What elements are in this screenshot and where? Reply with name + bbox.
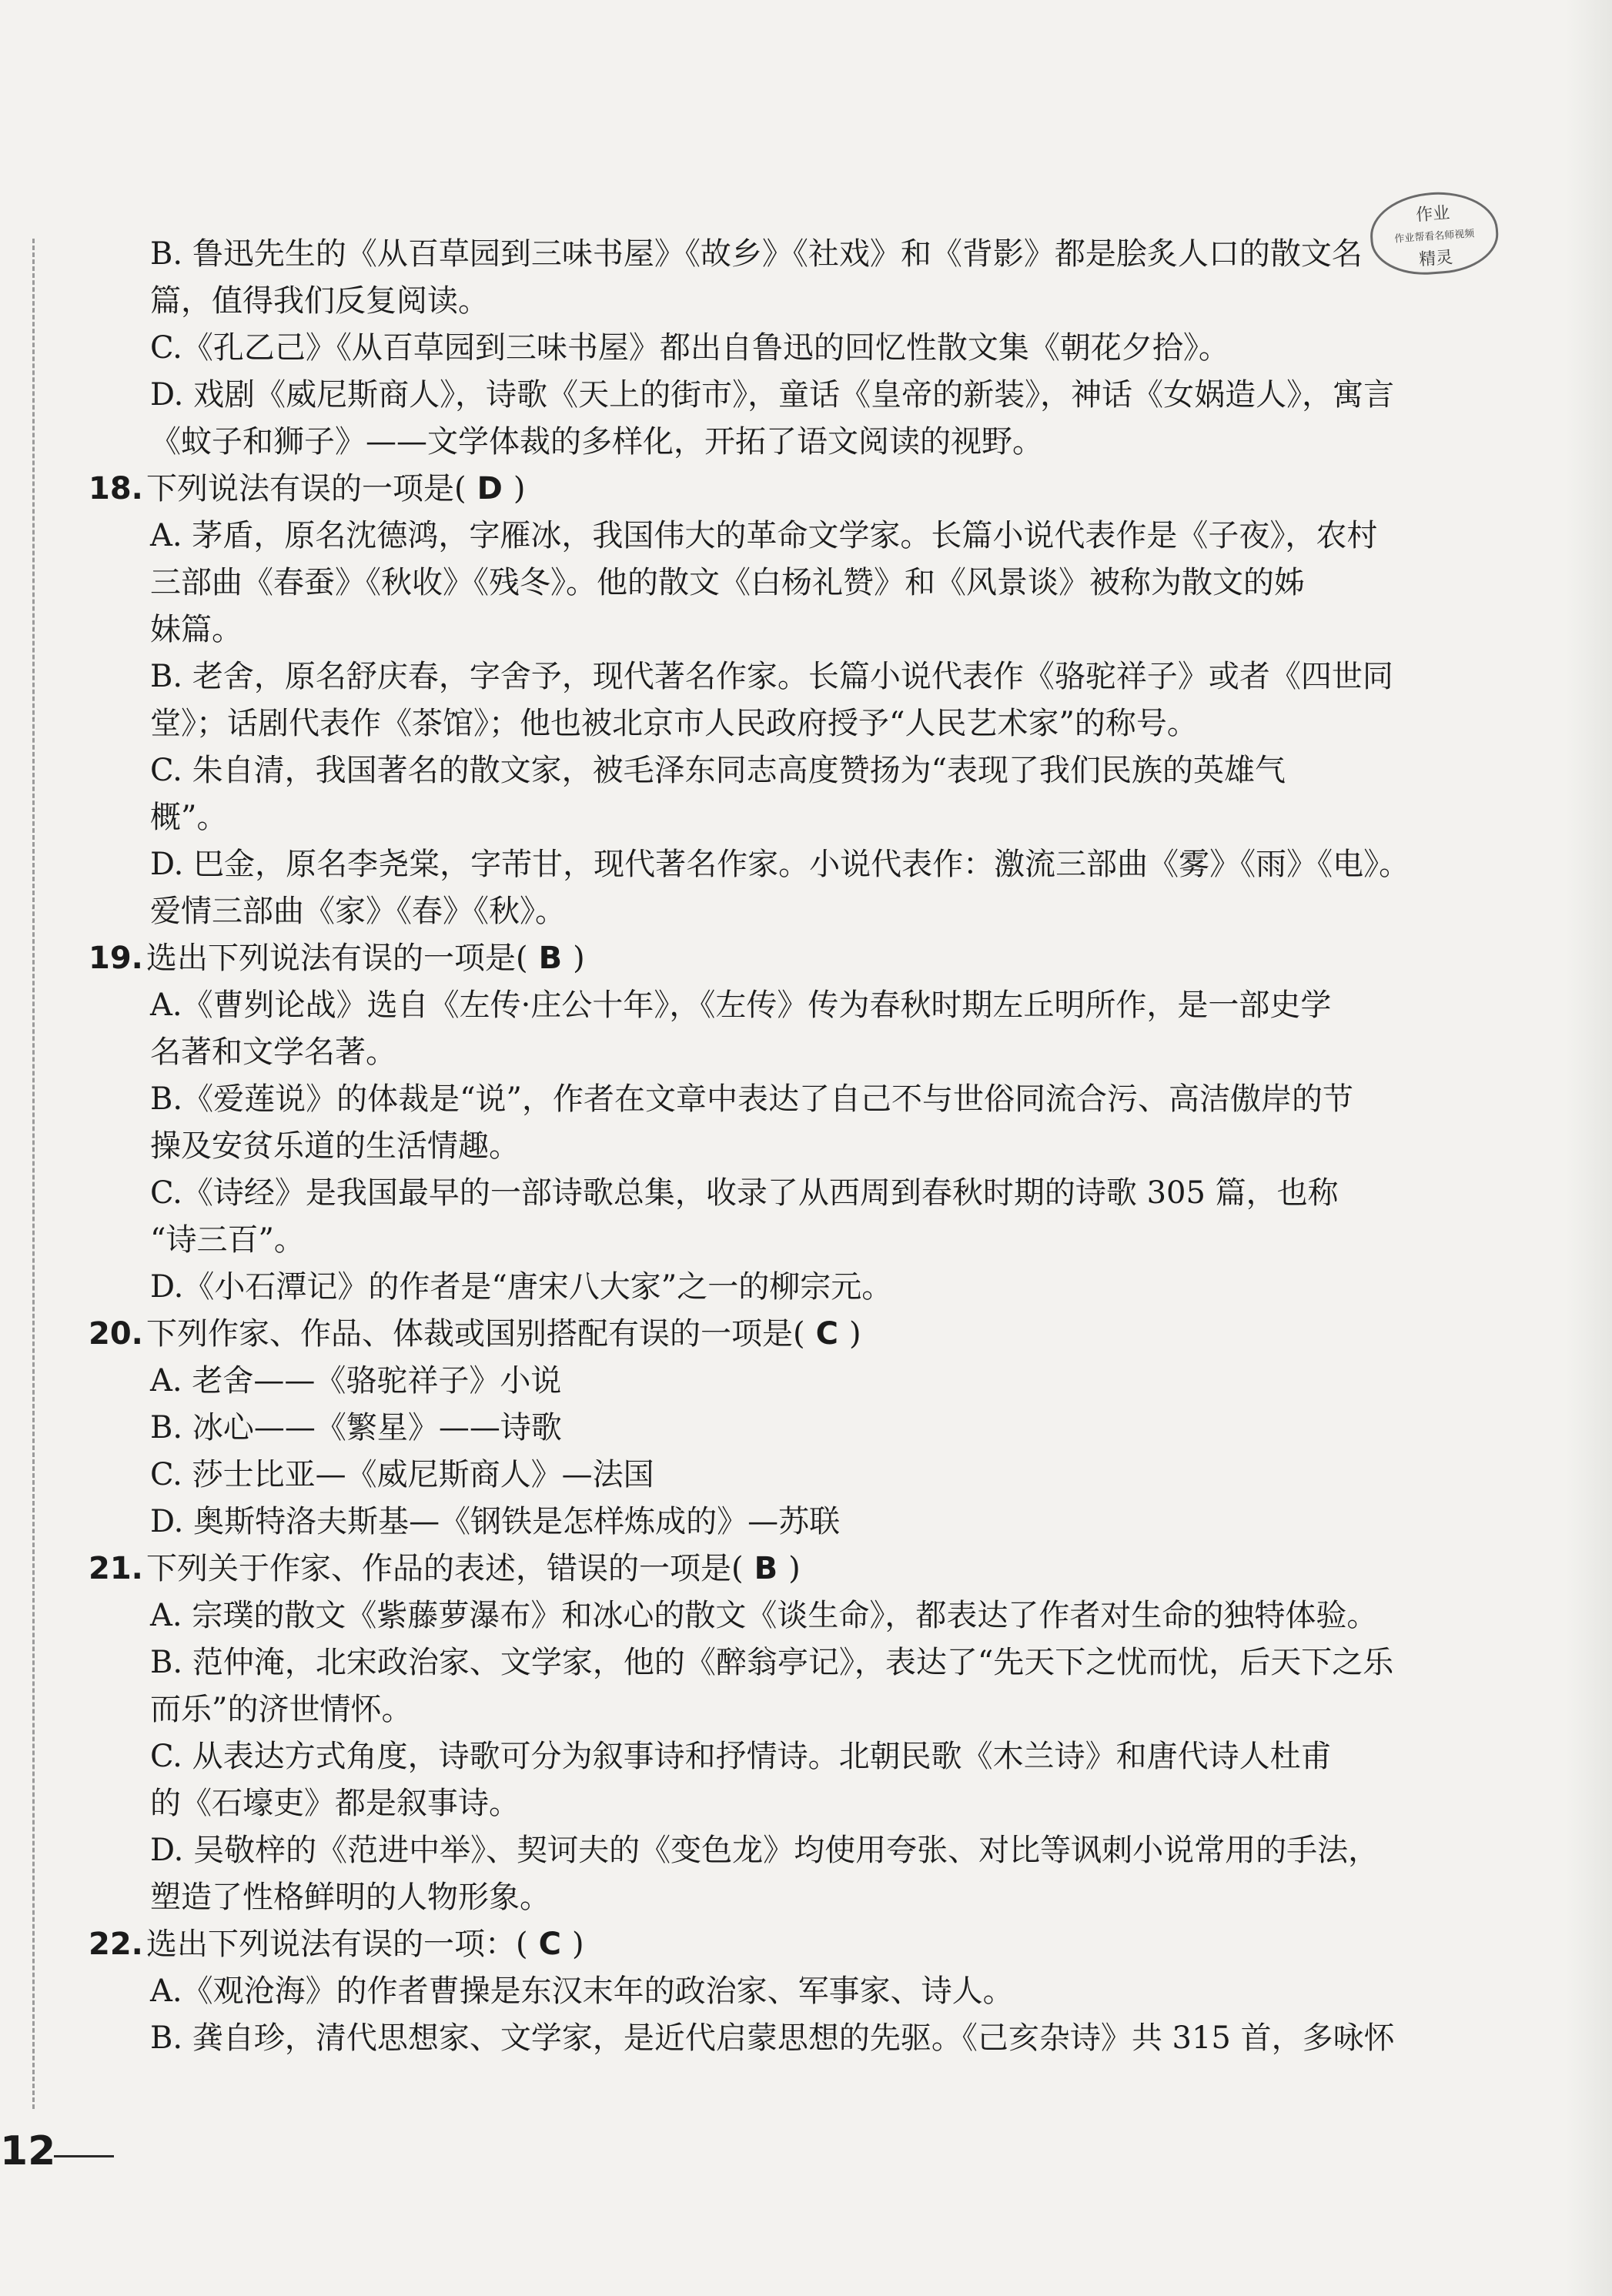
q21-option-a: A. 宗璞的散文《紫藤萝瀑布》和冰心的散文《谈生命》，都表达了作者对生命的独特体验。	[150, 1598, 1378, 1633]
q19-stem	[89, 935, 1355, 982]
q20-option-a: A. 老舍——《骆驼祥子》小说	[150, 1363, 562, 1399]
q18-answer: D	[477, 471, 503, 506]
q20-option-d: D. 奥斯特洛夫斯基—《钢铁是怎样炼成的》—苏联	[150, 1504, 841, 1539]
q20-close: )	[848, 1316, 861, 1352]
q21-close: )	[788, 1551, 801, 1586]
q17-option-d-cont: 《蚊子和狮子》——文学体裁的多样化，开拓了语文阅读的视野。	[150, 424, 1043, 460]
q22-text: 选出下列说法有误的一项：(	[146, 1927, 528, 1962]
q19-close: )	[573, 941, 585, 976]
page-edge-shadow	[1566, 0, 1612, 2296]
page-number-rule	[54, 2155, 114, 2157]
q21-text: 下列关于作家、作品的表述，错误的一项是(	[146, 1551, 744, 1586]
q18-option-b-cont: 堂》；话剧代表作《茶馆》；他也被北京市人民政府授予“人民艺术家”的称号。	[150, 706, 1198, 741]
q20-text: 下列作家、作品、体裁或国别搭配有误的一项是(	[146, 1316, 805, 1352]
q19-option-a: A.《曹刿论战》选自《左传·庄公十年》，《左传》传为春秋时期左丘明所作，是一部史学	[150, 988, 1332, 1023]
q19-answer: B	[538, 941, 563, 976]
q18-option-a-cont: 三部曲《春蚕》《秋收》《残冬》。他的散文《白杨礼赞》和《风景谈》被称为散文的姊	[150, 565, 1305, 600]
q19-option-c: C.《诗经》是我国最早的一部诗歌总集，收录了从西周到春秋时期的诗歌 305 篇，也称	[150, 1175, 1339, 1211]
q17-option-b-cont: 篇，值得我们反复阅读。	[150, 283, 489, 319]
stamp-subtitle: 作业帮看名师视频	[1393, 228, 1475, 246]
q19-option-b-cont: 操及安贫乐道的生活情趣。	[150, 1128, 520, 1164]
q18-option-d: D. 巴金，原名李尧棠，字芾甘，现代著名作家。小说代表作：激流三部曲《雾》《雨》《电》。	[150, 847, 1410, 882]
q20-number: 20.	[89, 1316, 143, 1352]
q20-answer: C	[815, 1316, 838, 1352]
q21-stem	[89, 1546, 1355, 1592]
q21-number: 21.	[89, 1551, 143, 1586]
q20-stem	[89, 1311, 1355, 1358]
q19-option-c-cont: “诗三百”。	[150, 1222, 305, 1258]
q22-close: )	[571, 1927, 584, 1962]
q21-option-d-cont: 塑造了性格鲜明的人物形象。	[150, 1880, 550, 1915]
q18-stem	[89, 466, 1355, 513]
q19-text: 选出下列说法有误的一项是(	[146, 941, 528, 976]
stamp-brand: 精灵	[1418, 248, 1454, 270]
question-content	[89, 231, 1410, 2062]
binding-margin-line	[32, 239, 35, 2109]
q18-option-a-cont2: 妹篇。	[150, 612, 242, 647]
q22-number: 22.	[89, 1927, 143, 1962]
q18-option-c: C. 朱自清，我国著名的散文家，被毛泽东同志高度赞扬为“表现了我们民族的英雄气	[150, 753, 1286, 788]
q18-close: )	[513, 471, 526, 506]
q21-option-c-cont: 的《石壕吏》都是叙事诗。	[150, 1786, 520, 1821]
q18-option-d-cont: 爱情三部曲《家》《春》《秋》。	[150, 894, 566, 929]
q22-answer: C	[538, 1927, 561, 1962]
q18-text: 下列说法有误的一项是(	[146, 471, 467, 506]
q21-option-d: D. 吴敬梓的《范进中举》、契诃夫的《变色龙》均使用夸张、对比等讽刺小说常用的手法，	[150, 1833, 1380, 1868]
q21-option-b-cont: 而乐”的济世情怀。	[150, 1692, 413, 1727]
q18-option-b: B. 老舍，原名舒庆春，字舍予，现代著名作家。长篇小说代表作《骆驼祥子》或者《四世同	[150, 659, 1393, 694]
q22-option-a: A.《观沧海》的作者曹操是东汉末年的政治家、军事家、诗人。	[150, 1973, 1014, 2009]
q17-option-b: B. 鲁迅先生的《从百草园到三味书屋》《故乡》《社戏》和《背影》都是脍炙人口的散文名	[150, 236, 1363, 272]
q18-option-c-cont: 概”。	[150, 800, 228, 835]
q18-option-a: A. 茅盾，原名沈德鸿，字雁冰，我国伟大的革命文学家。长篇小说代表作是《子夜》，农村	[150, 518, 1378, 553]
homework-stamp	[1368, 188, 1501, 278]
page-number: 12	[0, 2128, 56, 2174]
q20-option-c: C. 莎士比亚—《威尼斯商人》—法国	[150, 1457, 654, 1492]
q17-option-d: D. 戏剧《威尼斯商人》，诗歌《天上的街市》，童话《皇帝的新装》，神话《女娲造人》，寓言	[150, 377, 1395, 413]
q19-option-d: D.《小石潭记》的作者是“唐宋八大家”之一的柳宗元。	[150, 1269, 893, 1305]
q19-option-b: B.《爱莲说》的体裁是“说”，作者在文章中表达了自己不与世俗同流合污、高洁傲岸的节	[150, 1081, 1354, 1117]
q21-option-b: B. 范仲淹，北宋政治家、文学家，他的《醉翁亭记》，表达了“先天下之忧而忧，后天下之乐	[150, 1645, 1394, 1680]
q22-stem	[89, 1921, 1355, 1968]
q21-option-c: C. 从表达方式角度，诗歌可分为叙事诗和抒情诗。北朝民歌《木兰诗》和唐代诗人杜甫	[150, 1739, 1332, 1774]
q17-option-c: C.《孔乙己》《从百草园到三味书屋》都出自鲁迅的回忆性散文集《朝花夕拾》。	[150, 330, 1229, 366]
q20-option-b: B. 冰心——《繁星》——诗歌	[150, 1410, 562, 1445]
stamp-title: 作业	[1415, 203, 1451, 226]
q18-number: 18.	[89, 471, 143, 506]
q21-answer: B	[754, 1551, 778, 1586]
q19-option-a-cont: 名著和文学名著。	[150, 1034, 396, 1070]
q22-option-b: B. 龚自珍，清代思想家、文学家，是近代启蒙思想的先驱。《己亥杂诗》共 315 首，多咏怀	[150, 2020, 1395, 2056]
q19-number: 19.	[89, 941, 143, 976]
